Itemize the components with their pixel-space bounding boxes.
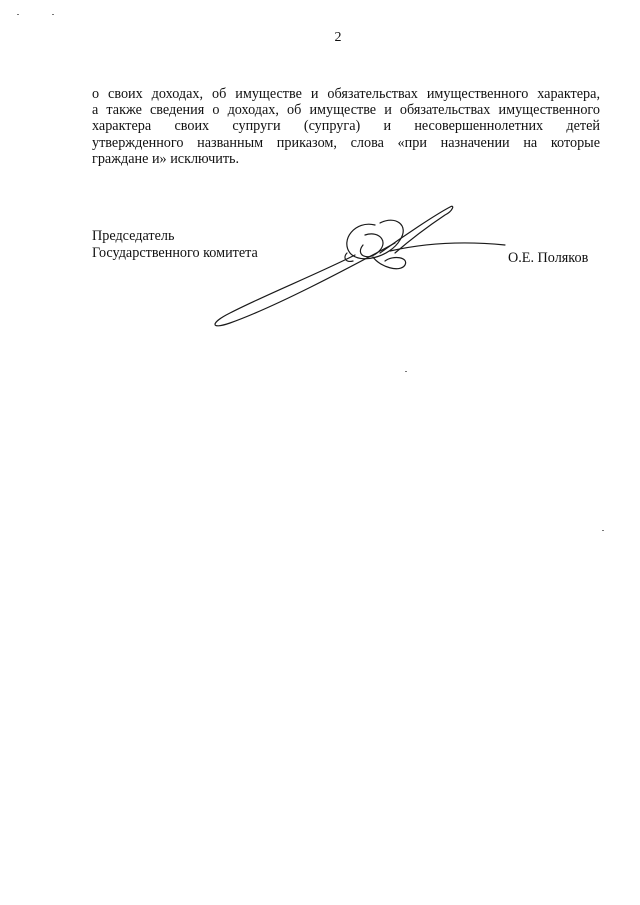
body-paragraph bbox=[92, 86, 600, 167]
body-line: о своих доходах, об имуществе и обязательствах имущественного характера, bbox=[92, 86, 600, 102]
body-line: а также сведения о доходах, об имуществе и обязательствах имущественного bbox=[92, 102, 600, 119]
body-line: характера своих супруги (супруга) и несовершеннолетних детей bbox=[92, 118, 600, 135]
handwritten-signature bbox=[205, 195, 515, 335]
speck bbox=[17, 14, 19, 15]
page-number: 2 bbox=[334, 30, 342, 45]
speck bbox=[602, 530, 604, 531]
signer-name: О.Е. Поляков bbox=[508, 250, 589, 266]
speck bbox=[405, 371, 407, 372]
speck bbox=[52, 14, 54, 15]
signer-title-line: Государственного комитета bbox=[92, 244, 258, 261]
body-line: утвержденного названным приказом, слова «при назначении на которые bbox=[92, 134, 600, 151]
body-line: граждане и» исключить. bbox=[92, 150, 240, 167]
signer-title-line: Председатель bbox=[92, 228, 175, 244]
